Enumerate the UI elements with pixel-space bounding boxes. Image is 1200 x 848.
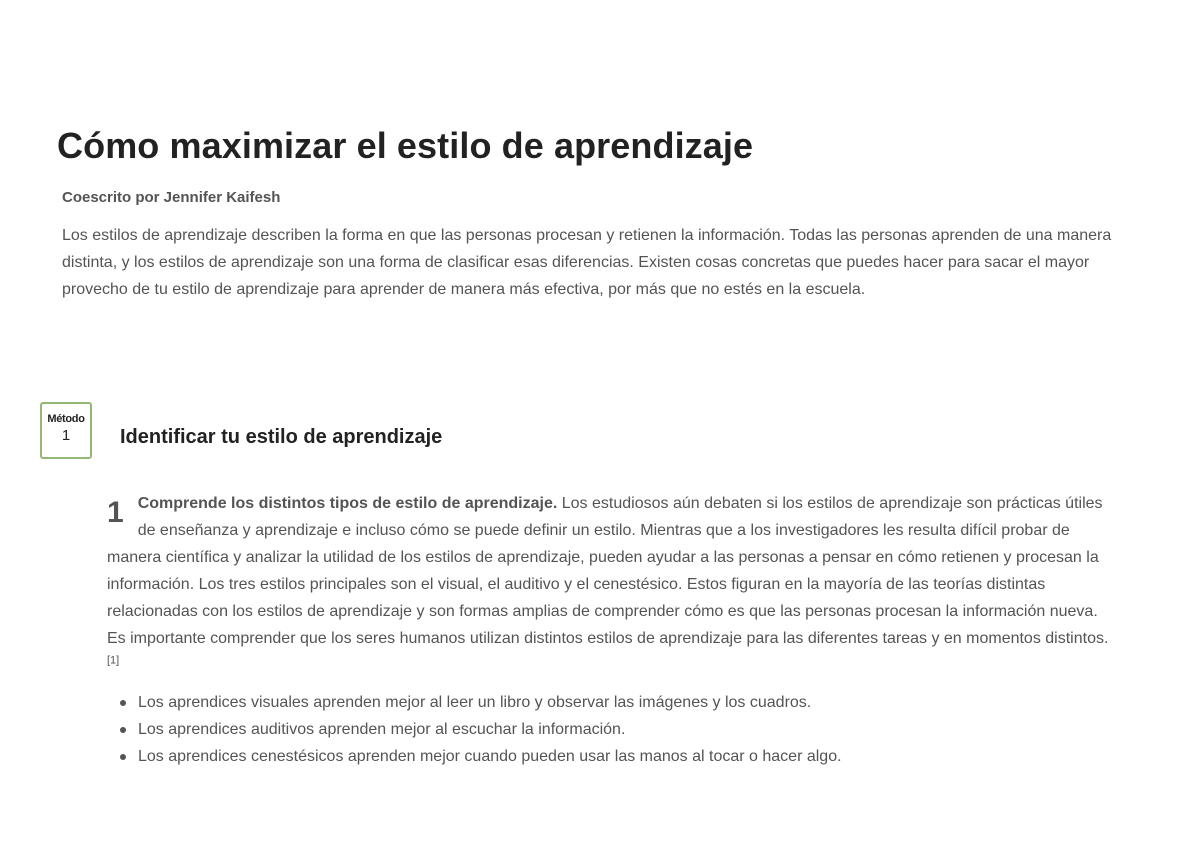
bullet-icon — [120, 700, 126, 706]
list-item — [120, 743, 842, 770]
step-text — [107, 490, 1117, 679]
method-badge — [40, 402, 92, 459]
bullet-icon — [120, 727, 126, 733]
step-summary: Comprende los distintos tipos de estilo de aprendizaje. — [137, 495, 558, 512]
list-item — [120, 689, 842, 716]
article-title: Cómo maximizar el estilo de aprendizaje — [57, 125, 754, 166]
bullet-text: Los aprendices auditivos aprenden mejor al escuchar la información. — [138, 721, 626, 738]
step-number: 1 — [107, 496, 124, 529]
step-1 — [107, 490, 1117, 679]
step-bullet-list — [120, 689, 842, 770]
bullet-text: Los aprendices visuales aprenden mejor al leer un libro y observar las imágenes y los cuadros. — [138, 694, 812, 711]
bullet-icon — [120, 754, 126, 760]
reference-link[interactable]: [1] — [107, 654, 120, 667]
method-label: Método — [47, 413, 85, 425]
article-intro: Los estilos de aprendizaje describen la forma en que las personas procesan y retienen la información. Todas las personas aprenden de una manera distinta, y los estilos de aprendizaje son una forma de clasificar esas diferencias. Existen cosas concretas que puedes hacer para sacar el mayor provecho de tu estilo de aprendizaje para aprender de manera más efectiva, por más que no estés en la escuela. — [62, 227, 1112, 298]
step-body: Los estudiosos aún debaten si los estilos de aprendizaje son prácticas útiles de enseñanza y aprendizaje e incluso cómo se puede definir un estilo. Mientras que a los investigadores les resulta difícil probar de manera científica y analizar la utilidad de los estilos de aprendizaje, pueden ayudar a las personas a pensar en cómo retienen y procesan la información. Los tres estilos principales son el visual, el auditivo y el cenestésico. Estos figuran en la mayoría de las teorías distintas relacionadas con los estilos de aprendizaje y son formas amplias de comprender cómo es que las personas procesan la información nueva. Es importante comprender que los seres humanos utilizan distintos estilos de aprendizaje para las diferentes tareas y en momentos distintos. — [107, 495, 1109, 647]
article-byline: Coescrito por Jennifer Kaifesh — [62, 189, 281, 206]
bullet-text: Los aprendices cenestésicos aprenden mejor cuando pueden usar las manos al tocar o hacer algo. — [138, 748, 842, 765]
method-title: Identificar tu estilo de aprendizaje — [120, 426, 443, 448]
method-number: 1 — [61, 427, 71, 444]
list-item — [120, 716, 842, 743]
